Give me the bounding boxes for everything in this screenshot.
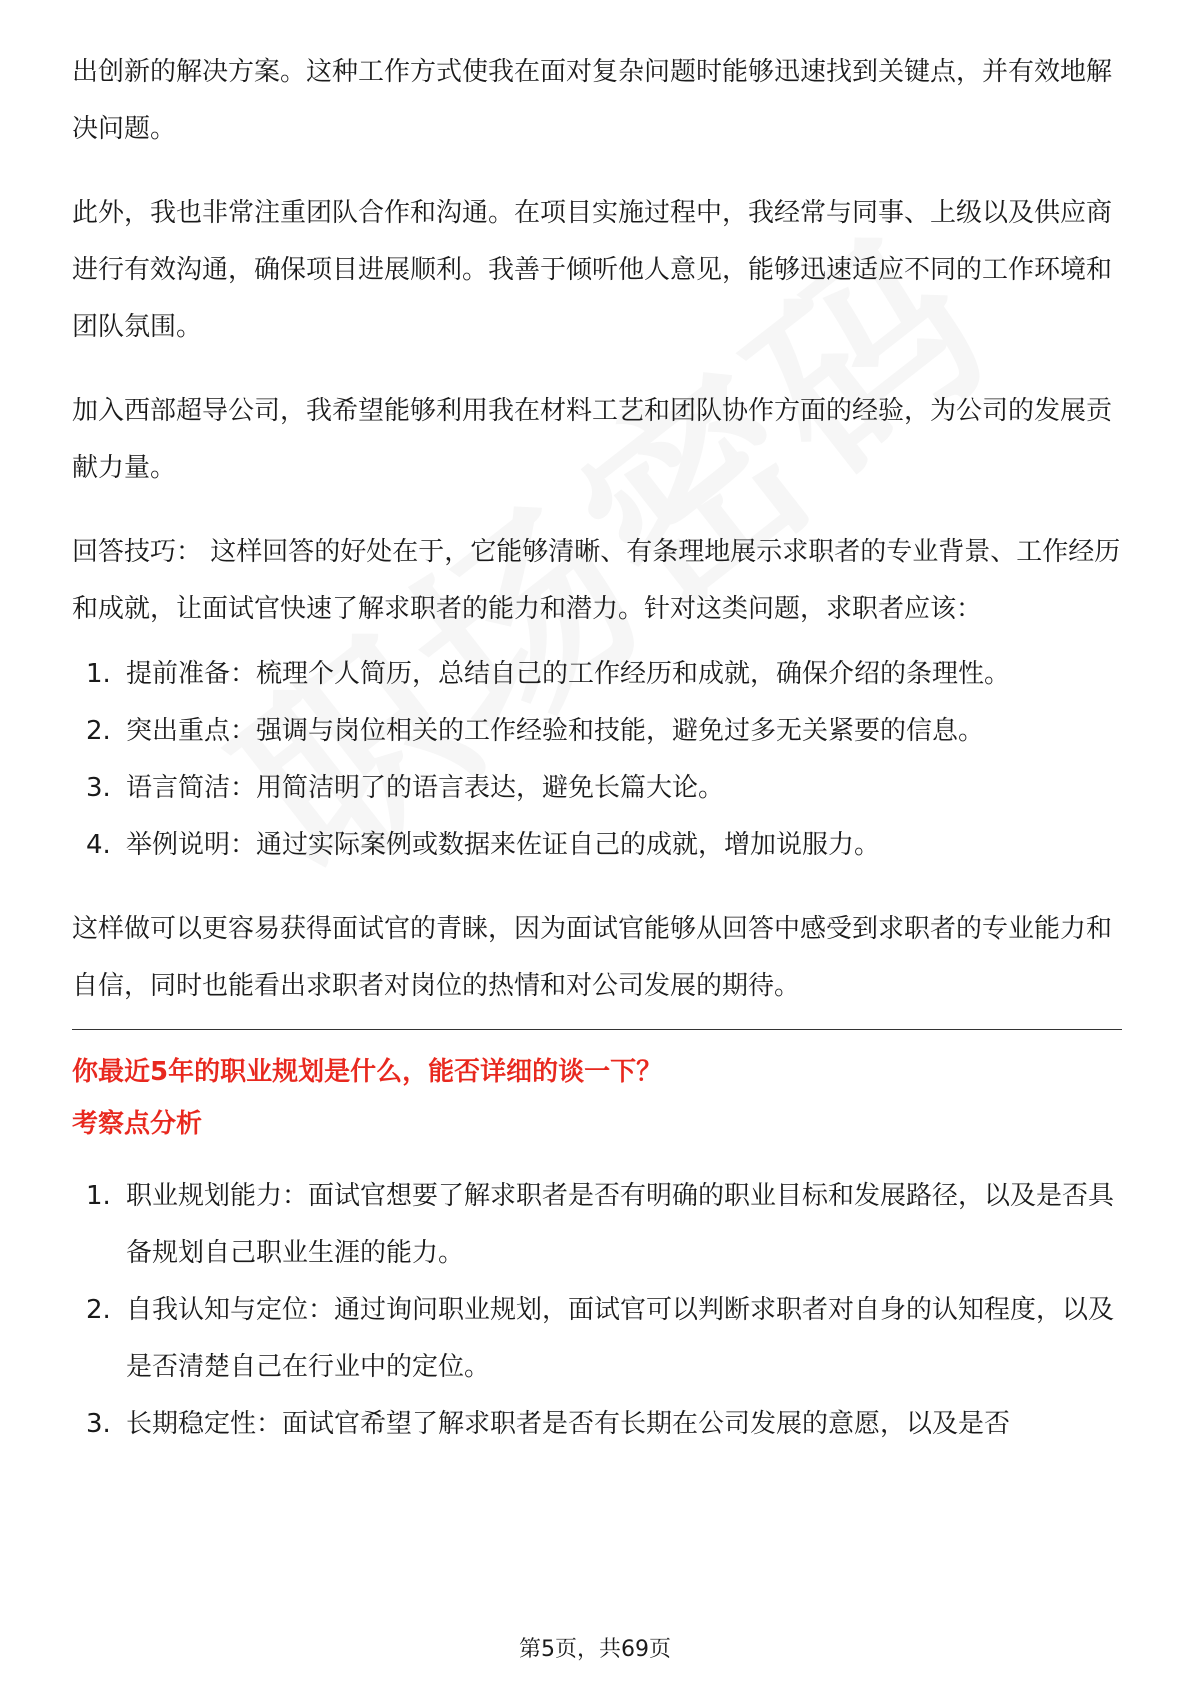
list-number: 1. <box>86 659 111 689</box>
list-item <box>72 1282 1122 1396</box>
list-text: 语言简洁：用简洁明了的语言表达，避免长篇大论。 <box>126 773 725 803</box>
page-footer: 第5页，共69页 <box>519 1637 671 1662</box>
list-number: 1. <box>86 1181 111 1211</box>
list-item <box>72 760 1122 817</box>
list-number: 3. <box>86 1409 111 1439</box>
list-number: 2. <box>86 716 111 746</box>
tips-list <box>72 646 1122 874</box>
list-item <box>72 817 1122 874</box>
analysis-points-list <box>72 1168 1122 1453</box>
paragraph-3: 加入西部超导公司，我希望能够利用我在材料工艺和团队协作方面的经验，为公司的发展贡献力量。 <box>72 396 1113 483</box>
list-text: 突出重点：强调与岗位相关的工作经验和技能，避免过多无关紧要的信息。 <box>126 716 985 746</box>
list-item <box>72 703 1122 760</box>
paragraph-answer-tips: 回答技巧： 这样回答的好处在于，它能够清晰、有条理地展示求职者的专业背景、工作经历和成就，让面试官快速了解求职者的能力和潜力。针对这类问题，求职者应该： <box>72 537 1121 624</box>
list-item <box>72 1396 1122 1453</box>
list-number: 4. <box>86 830 111 860</box>
list-text: 举例说明：通过实际案例或数据来佐证自己的成就，增加说服力。 <box>126 830 881 860</box>
list-item <box>72 1168 1122 1282</box>
list-text: 提前准备：梳理个人简历，总结自己的工作经历和成就，确保介绍的条理性。 <box>126 659 1011 689</box>
list-text: 长期稳定性：面试官希望了解求职者是否有长期在公司发展的意愿，以及是否 <box>126 1409 1011 1439</box>
section-label: 考察点分析 <box>72 1109 203 1139</box>
paragraph-2: 此外，我也非常注重团队合作和沟通。在项目实施过程中，我经常与同事、上级以及供应商进行有效沟通，确保项目进展顺利。我善于倾听他人意见，能够迅速适应不同的工作环境和团队氛围。 <box>72 198 1113 342</box>
list-text: 职业规划能力：面试官想要了解求职者是否有明确的职业目标和发展路径，以及是否具备规划自己职业生涯的能力。 <box>126 1181 1115 1268</box>
page-content <box>72 44 1122 1453</box>
list-number: 2. <box>86 1295 111 1325</box>
question-title: 你最近5年的职业规划是什么，能否详细的谈一下？ <box>72 1057 663 1087</box>
list-number: 3. <box>86 773 111 803</box>
list-text: 自我认知与定位：通过询问职业规划，面试官可以判断求职者对自身的认知程度，以及是否清楚自己在行业中的定位。 <box>126 1295 1115 1382</box>
paragraph-1: 出创新的解决方案。这种工作方式使我在面对复杂问题时能够迅速找到关键点，并有效地解决问题。 <box>72 57 1113 144</box>
closing-paragraph: 这样做可以更容易获得面试官的青睐，因为面试官能够从回答中感受到求职者的专业能力和自信，同时也能看出求职者对岗位的热情和对公司发展的期待。 <box>72 914 1113 1001</box>
list-item <box>72 646 1122 703</box>
section-divider <box>72 1029 1122 1030</box>
